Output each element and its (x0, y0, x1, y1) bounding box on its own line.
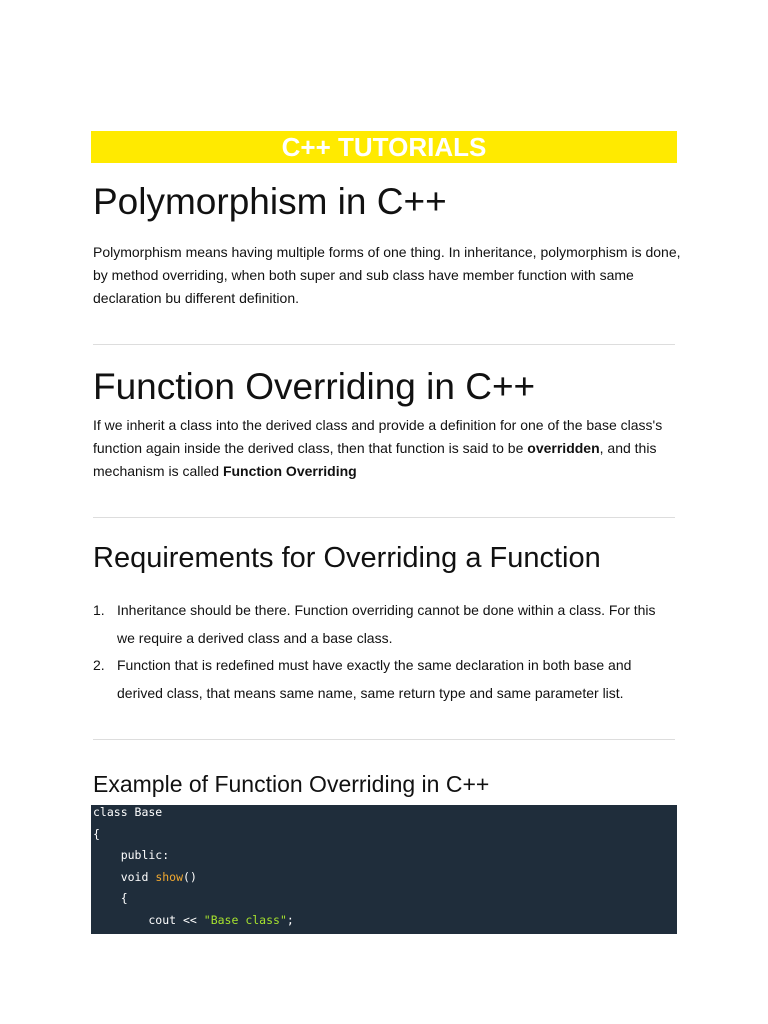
code-token: { (93, 891, 128, 905)
overriding-text-2: , and this mechanism is called (93, 440, 657, 479)
list-item (93, 597, 673, 652)
section-divider (93, 517, 675, 518)
overriding-text-1: If we inherit a class into the derived class and provide a definition for one of the base class's function again inside the derived class, then that function is said to be (93, 417, 663, 456)
code-line (93, 912, 294, 928)
code-token: { (93, 826, 100, 841)
code-line (93, 805, 162, 820)
polymorphism-heading: Polymorphism in C++ (93, 181, 447, 222)
code-line (93, 847, 169, 863)
tutorial-banner: C++ TUTORIALS (91, 131, 677, 163)
code-line (93, 869, 197, 885)
code-block (91, 805, 677, 934)
polymorphism-paragraph: Polymorphism means having multiple forms of one thing. In inheritance, polymorphism is done, by method overriding, when both super and sub class have member function with same declaration bu different definition. (93, 244, 681, 306)
list-item-text: Inheritance should be there. Function overriding cannot be done within a class. For this we require a derived class and a base class. (117, 602, 656, 646)
code-token: cout << (93, 912, 204, 927)
overriding-heading: Function Overriding in C++ (93, 366, 536, 407)
list-item-number: 1. (93, 602, 105, 618)
section-divider (93, 739, 675, 740)
code-token: "Base class" (203, 912, 287, 927)
overridden-term: overridden (527, 440, 600, 456)
list-item (93, 652, 673, 707)
code-token: () (183, 869, 197, 884)
section-divider (93, 344, 675, 345)
code-line (93, 890, 128, 906)
overriding-paragraph (93, 414, 683, 483)
code-token: ; (286, 912, 294, 927)
requirements-list (93, 597, 673, 707)
list-item-text: Function that is redefined must have exactly the same declaration in both base and derived class, that means same name, same return type and same parameter list. (117, 657, 632, 701)
code-token: class Base (93, 805, 163, 819)
code-line (93, 826, 100, 842)
example-heading: Example of Function Overriding in C++ (93, 771, 490, 797)
function-overriding-term: Function Overriding (222, 463, 357, 479)
list-item-number: 2. (93, 657, 105, 673)
code-token: show (155, 869, 184, 884)
code-token: public: (93, 848, 170, 862)
requirements-heading: Requirements for Overriding a Function (93, 542, 601, 574)
code-token: void (93, 869, 156, 884)
